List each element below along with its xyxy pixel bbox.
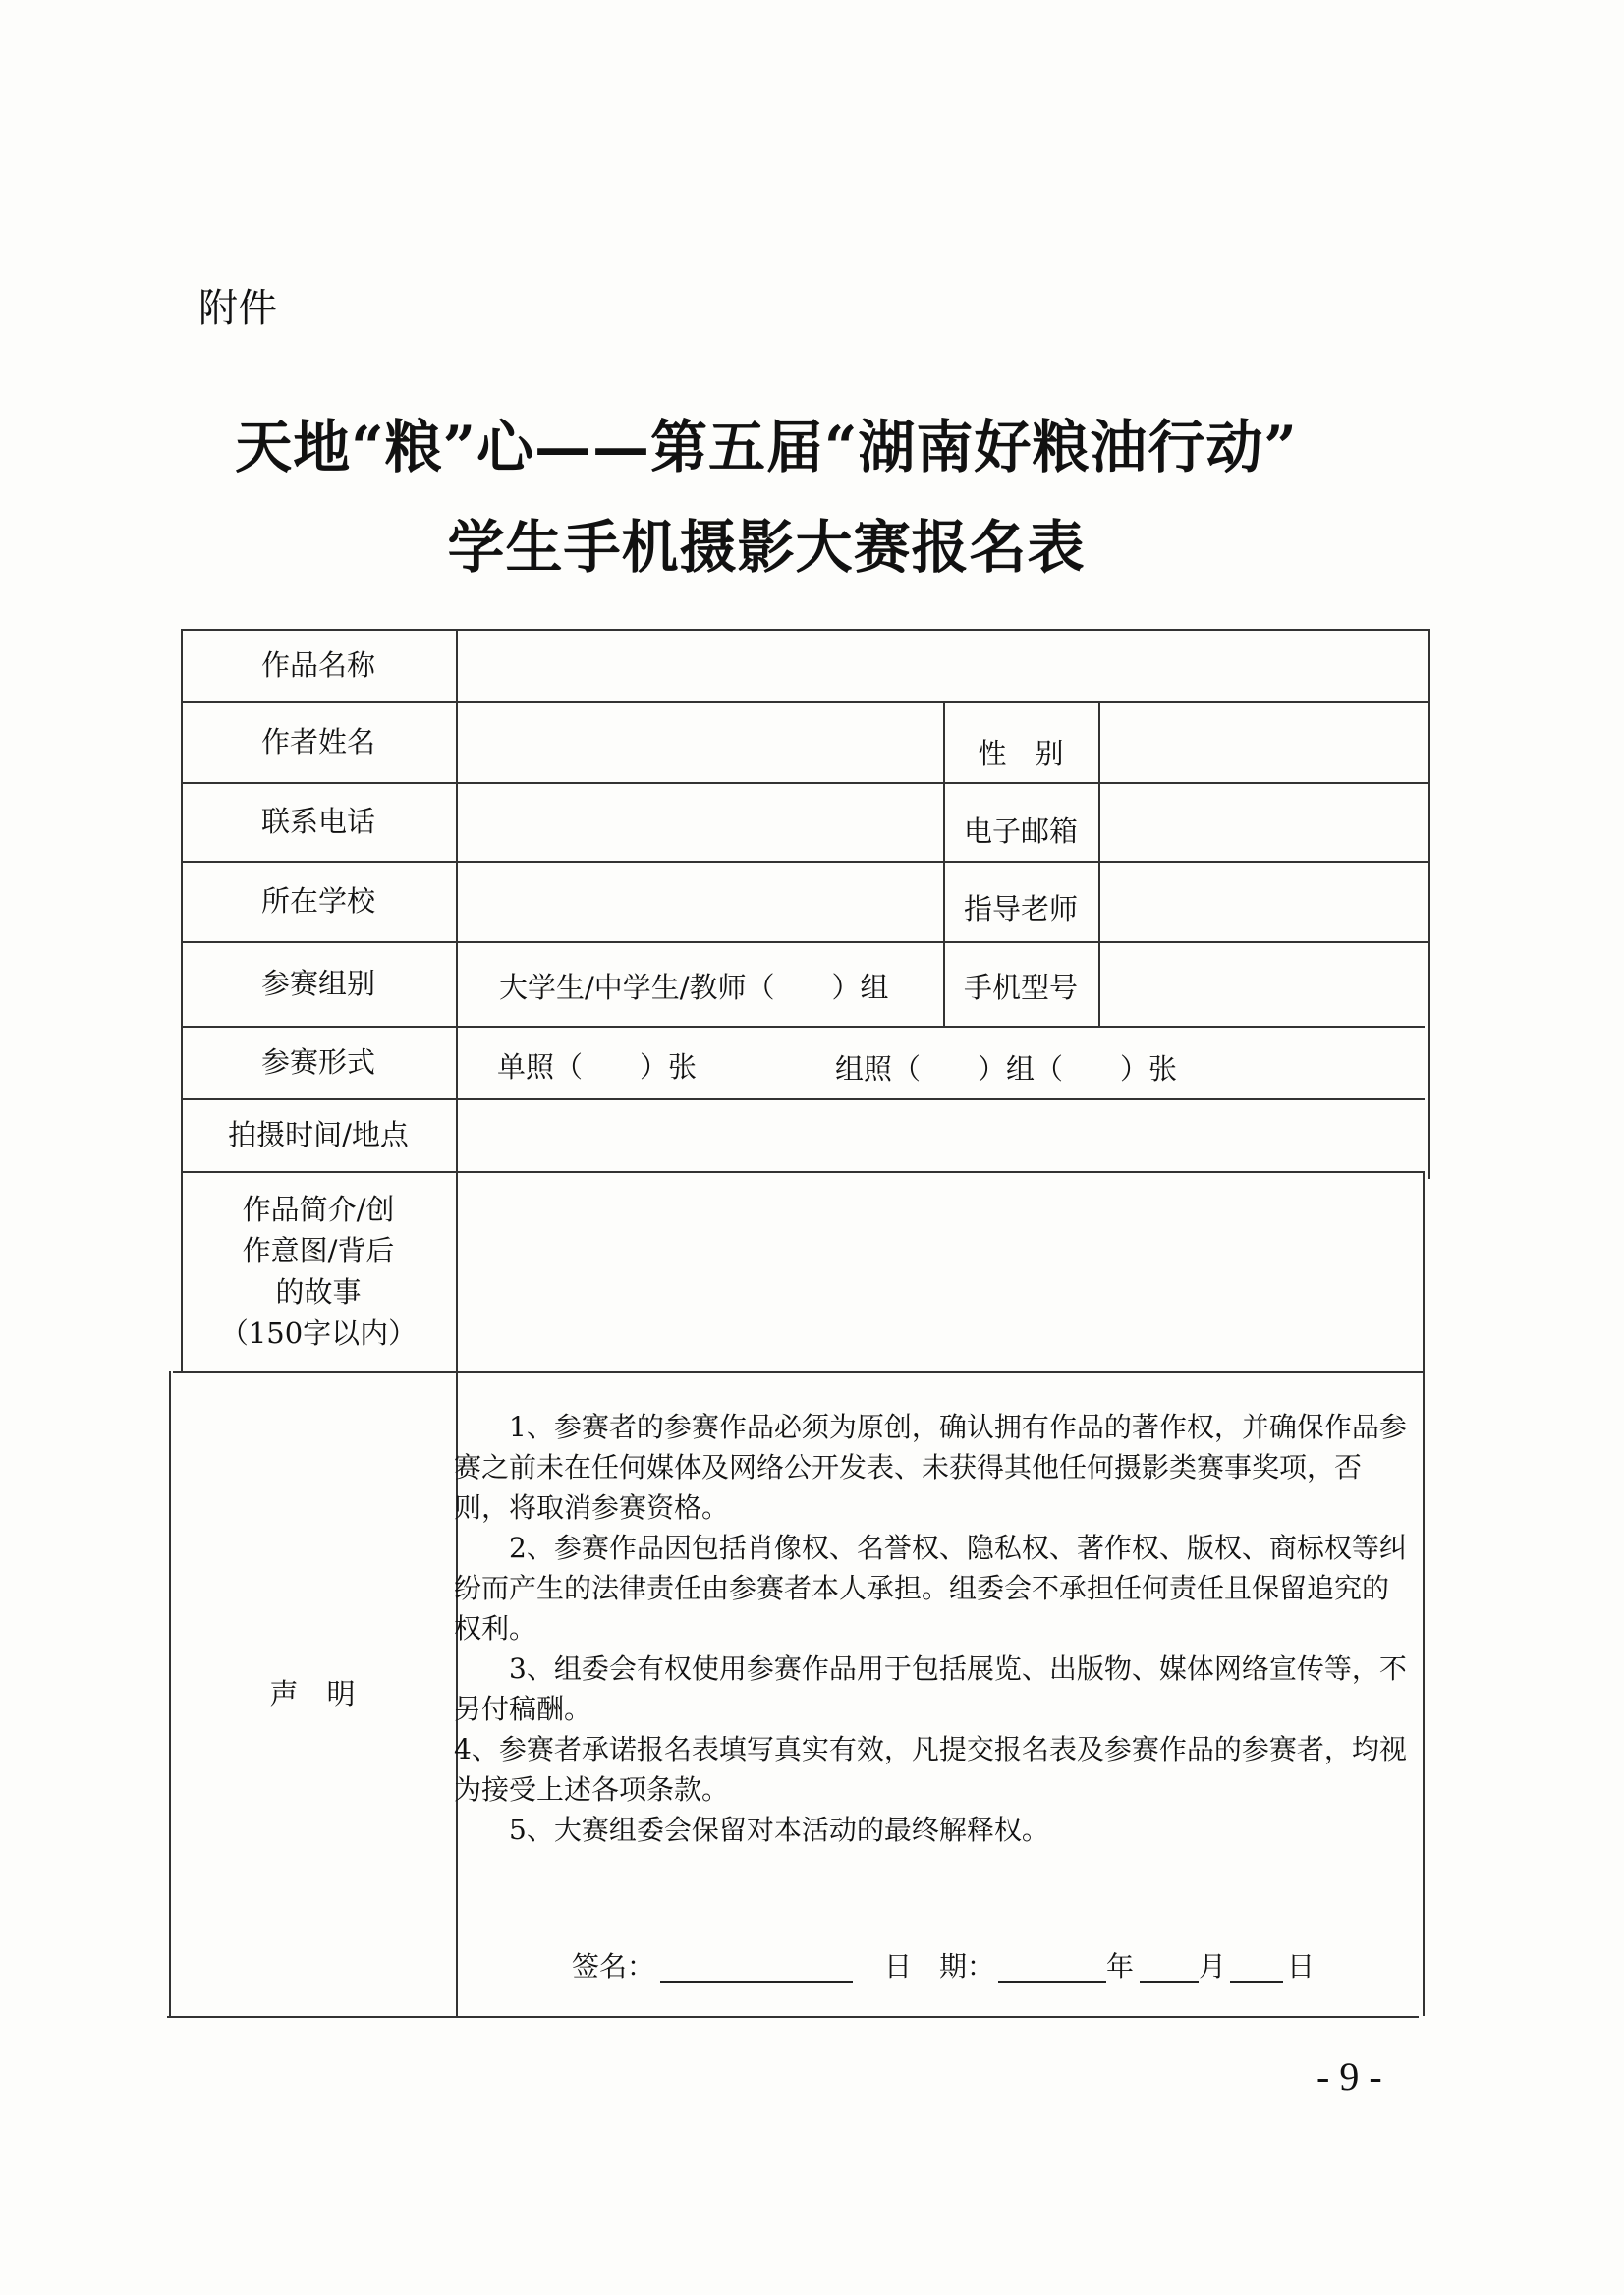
intro-label-line: 作意图/背后 xyxy=(242,1233,395,1267)
school-label: 所在学校 xyxy=(260,883,375,918)
year-field[interactable] xyxy=(998,1981,1106,1983)
format-label: 参赛形式 xyxy=(260,1044,375,1079)
month-field[interactable] xyxy=(1140,1981,1199,1983)
intro-label xyxy=(181,1171,456,1371)
intro-label-line: 的故事 xyxy=(275,1275,362,1309)
phone-model-label: 手机型号 xyxy=(963,970,1078,1004)
signature-field[interactable] xyxy=(660,1981,853,1983)
phone-model-field[interactable] xyxy=(1100,943,1427,1024)
group-label: 参赛组别 xyxy=(260,966,375,1000)
signature-label: 签名： xyxy=(572,1950,655,1983)
declaration-label: 声 明 xyxy=(269,1676,356,1710)
page-number: - 9 - xyxy=(1316,2054,1382,2099)
teacher-field[interactable] xyxy=(1100,863,1427,939)
intro-field[interactable] xyxy=(458,1173,1421,1370)
intro-label-line: （150字以内） xyxy=(219,1316,418,1351)
author-name-field[interactable] xyxy=(458,703,941,780)
attachment-label: 附件 xyxy=(198,286,277,331)
author-name-label: 作者姓名 xyxy=(260,724,375,758)
gender-label: 性 别 xyxy=(978,736,1064,770)
teacher-label: 指导老师 xyxy=(963,891,1078,925)
declaration-clause: 3、组委会有权使用参赛作品用于包括展览、出版物、媒体网络宣传等，不另付稿酬。 xyxy=(454,1652,1407,1725)
form-title-line1: 天地“粮”心——第五届“湖南好粮油行动” xyxy=(235,414,1298,480)
work-name-field[interactable] xyxy=(458,631,1427,700)
gender-field[interactable] xyxy=(1100,703,1427,780)
declaration-text xyxy=(454,1407,1415,1850)
school-field[interactable] xyxy=(458,863,941,939)
email-field[interactable] xyxy=(1100,784,1427,859)
day-field[interactable] xyxy=(1230,1981,1283,1983)
work-name-label: 作品名称 xyxy=(260,647,375,682)
declaration-clause: 4、参赛者承诺报名表填写真实有效，凡提交报名表及参赛作品的参赛者，均视为接受上述各项条款。 xyxy=(454,1733,1407,1806)
form-title-line2: 学生手机摄影大赛报名表 xyxy=(447,514,1086,581)
declaration-clause: 2、参赛作品因包括肖像权、名誉权、隐私权、著作权、版权、商标权等纠纷而产生的法律责任由参赛者本人承担。组委会不承担任何责任且保留追究的权利。 xyxy=(454,1532,1407,1645)
intro-label-line: 作品简介/创 xyxy=(242,1192,395,1226)
declaration-clause: 5、大赛组委会保留对本活动的最终解释权。 xyxy=(509,1814,1049,1846)
format-group-field[interactable]: 组照（ ）组（ ）张 xyxy=(835,1052,1178,1086)
year-label: 年 xyxy=(1106,1950,1135,1983)
date-label: 日 期： xyxy=(884,1950,995,1983)
phone-field[interactable] xyxy=(458,784,941,859)
month-label: 月 xyxy=(1199,1950,1227,1983)
format-single-field[interactable]: 单照（ ）张 xyxy=(497,1050,698,1084)
time-place-field[interactable] xyxy=(458,1100,1421,1169)
group-field[interactable]: 大学生/中学生/教师（ ）组 xyxy=(499,971,889,1004)
day-label: 日 xyxy=(1287,1950,1316,1983)
declaration-clause: 1、参赛者的参赛作品必须为原创，确认拥有作品的著作权，并确保作品参赛之前未在任何媒体及网络公开发表、未获得其他任何摄影类赛事奖项，否则，将取消参赛资格。 xyxy=(454,1411,1407,1524)
email-label: 电子邮箱 xyxy=(963,813,1078,848)
phone-label: 联系电话 xyxy=(260,804,375,838)
time-place-label: 拍摄时间/地点 xyxy=(228,1117,409,1151)
